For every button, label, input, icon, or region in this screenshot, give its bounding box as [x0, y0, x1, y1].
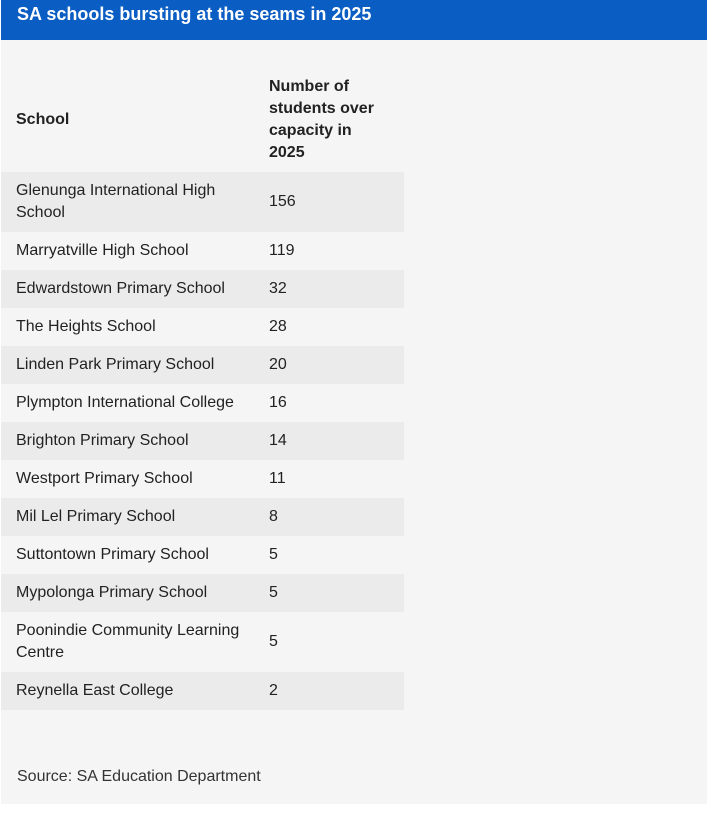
- students-over-capacity-cell: 156: [269, 193, 296, 210]
- school-name-cell: Marryatville High School: [16, 242, 189, 259]
- school-name-cell: The Heights School: [16, 318, 156, 335]
- table-row: [1, 612, 404, 672]
- table-row: [1, 232, 404, 270]
- students-over-capacity-cell: 32: [269, 280, 287, 297]
- students-over-capacity-cell: 2: [269, 682, 278, 699]
- table-row: [1, 460, 404, 498]
- table-row: [1, 172, 404, 232]
- school-name-cell: Glenunga International High School: [16, 182, 216, 221]
- table-row: [1, 270, 404, 308]
- table-card: [1, 0, 707, 804]
- source-note: Source: SA Education Department: [17, 768, 261, 785]
- students-over-capacity-cell: 16: [269, 394, 287, 411]
- students-over-capacity-cell: 5: [269, 633, 278, 650]
- table-row: [1, 384, 404, 422]
- school-name-cell: Poonindie Community Learning Centre: [16, 622, 240, 661]
- school-name-cell: Plympton International College: [16, 394, 234, 411]
- students-over-capacity-cell: 11: [269, 470, 286, 487]
- table-row: [1, 672, 404, 710]
- chart-title: SA schools bursting at the seams in 2025: [1, 0, 707, 40]
- students-over-capacity-cell: 119: [269, 242, 295, 259]
- column-header-school: School: [16, 111, 70, 128]
- column-header-students-over-capacity: Number of students over capacity in 2025: [269, 78, 374, 161]
- school-name-cell: Mil Lel Primary School: [16, 508, 176, 525]
- table-header-row: [1, 68, 404, 172]
- school-name-cell: Brighton Primary School: [16, 432, 189, 449]
- table-row: [1, 498, 404, 536]
- school-name-cell: Suttontown Primary School: [16, 546, 209, 563]
- table-row: [1, 574, 404, 612]
- table-row: [1, 308, 404, 346]
- school-name-cell: Linden Park Primary School: [16, 356, 215, 373]
- school-name-cell: Mypolonga Primary School: [16, 584, 208, 601]
- table-row: [1, 422, 404, 460]
- students-over-capacity-cell: 5: [269, 584, 278, 601]
- students-over-capacity-cell: 28: [269, 318, 287, 335]
- schools-table: [1, 68, 404, 710]
- table-body: [1, 172, 404, 710]
- students-over-capacity-cell: 8: [269, 508, 278, 525]
- students-over-capacity-cell: 14: [269, 432, 287, 449]
- students-over-capacity-cell: 5: [269, 546, 278, 563]
- table-row: [1, 346, 404, 384]
- school-name-cell: Edwardstown Primary School: [16, 280, 225, 297]
- table-row: [1, 536, 404, 574]
- students-over-capacity-cell: 20: [269, 356, 287, 373]
- school-name-cell: Westport Primary School: [16, 470, 193, 487]
- school-name-cell: Reynella East College: [16, 682, 174, 699]
